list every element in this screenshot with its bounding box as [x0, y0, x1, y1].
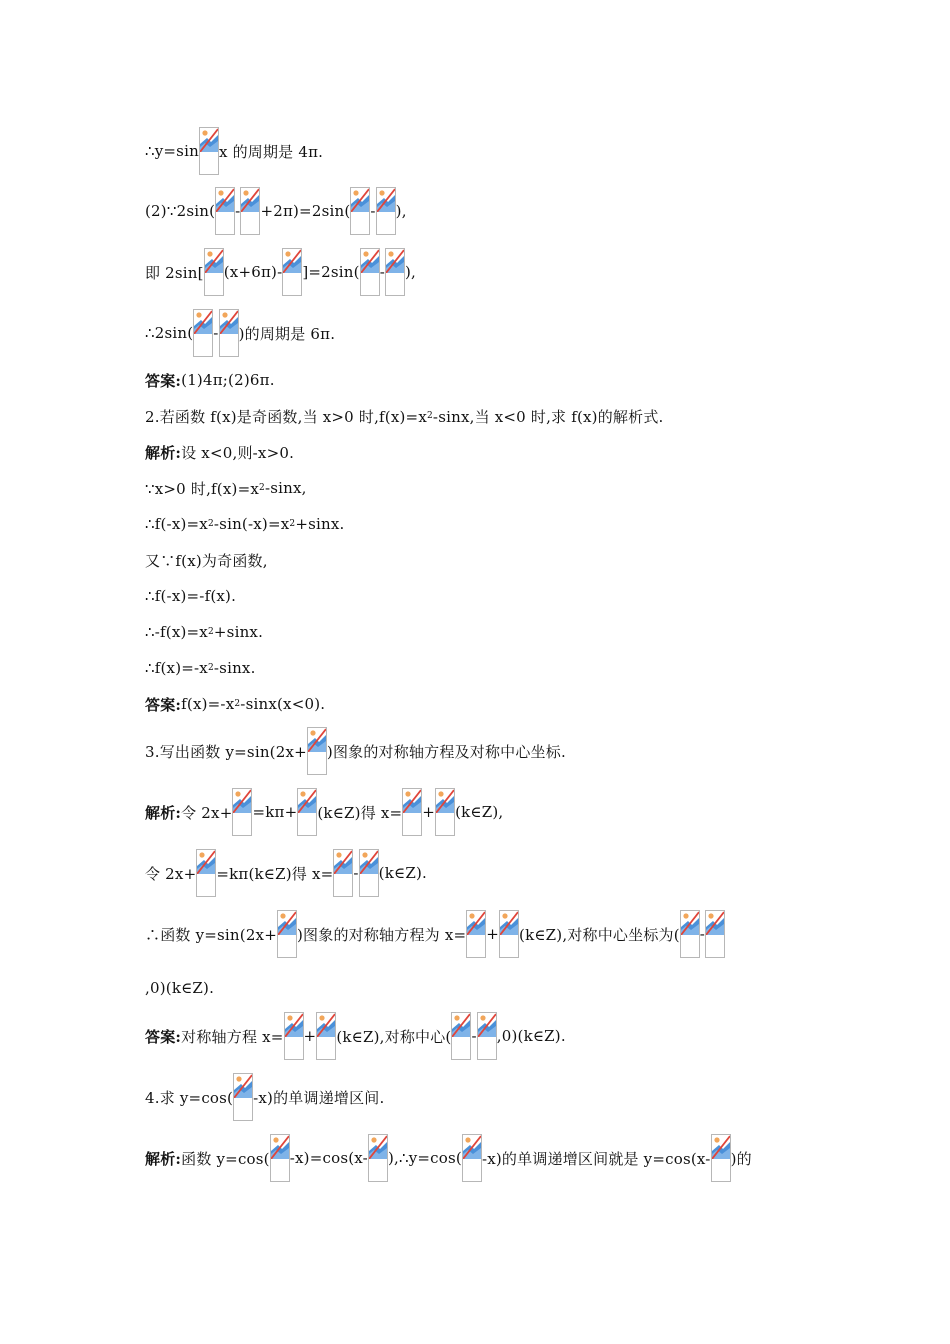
broken-image-icon — [282, 248, 302, 296]
text-run: - — [235, 202, 241, 220]
broken-image-icon — [705, 910, 725, 958]
broken-image-icon — [297, 788, 317, 836]
text-run: 即 2sin[ — [145, 263, 204, 282]
text-run: 令 2x+ — [181, 803, 233, 822]
text-run: f(x)=-x — [181, 695, 235, 713]
section-label: 答案: — [145, 1027, 182, 1046]
text-run: + — [486, 925, 500, 943]
text-run: - — [353, 864, 359, 882]
text-line — [145, 1073, 384, 1121]
text-run: 又∵f(x)为奇函数, — [145, 551, 268, 570]
text-run: (k∈Z)得 x= — [317, 803, 403, 822]
broken-image-icon — [270, 1134, 290, 1182]
text-run: ∴f(-x)=x — [145, 515, 208, 533]
text-run: )图象的对称轴方程及对称中心坐标. — [326, 742, 566, 761]
broken-image-icon — [435, 788, 455, 836]
text-run: ]=2sin( — [302, 263, 360, 281]
broken-image-icon — [359, 849, 379, 897]
superscript: 2 — [207, 627, 214, 637]
text-run: ∴f(-x)=-f(x). — [145, 587, 237, 605]
text-run: +sinx. — [213, 623, 264, 641]
text-run: ∴函数 y=sin(2x+ — [145, 925, 277, 944]
section-label: 解析: — [145, 803, 182, 822]
text-line — [145, 727, 566, 775]
section-label: 解析: — [145, 443, 182, 462]
text-run: ∴f(x)=-x — [145, 659, 208, 677]
text-run: + — [303, 1027, 317, 1045]
broken-image-icon — [376, 187, 396, 235]
text-run: -x)的单调递增区间就是 y=cos(x- — [481, 1149, 711, 1168]
text-run: x 的周期是 4π. — [218, 142, 324, 161]
broken-image-icon — [199, 127, 219, 175]
text-run: 对称轴方程 x= — [181, 1027, 284, 1046]
broken-image-icon — [232, 788, 252, 836]
text-line — [145, 248, 416, 296]
text-run: 设 x<0,则-x>0. — [181, 443, 295, 462]
text-run: 2.若函数 f(x)是奇函数,当 x>0 时,f(x)=x — [145, 407, 427, 426]
text-line — [145, 1012, 566, 1060]
broken-image-icon — [711, 1134, 731, 1182]
broken-image-icon — [277, 910, 297, 958]
broken-image-icon — [193, 309, 213, 357]
broken-image-icon — [499, 910, 519, 958]
text-run: + — [422, 803, 436, 821]
superscript: 2 — [207, 519, 214, 529]
broken-image-icon — [466, 910, 486, 958]
broken-image-icon — [333, 849, 353, 897]
text-run: ∴2sin( — [145, 324, 194, 342]
text-run: -sinx. — [213, 659, 256, 677]
section-label: 答案: — [145, 695, 182, 714]
text-run: - — [370, 202, 376, 220]
text-run: +2π)=2sin( — [260, 202, 351, 220]
text-run: -sinx(x<0). — [240, 695, 326, 713]
text-run: ), — [395, 202, 407, 220]
text-run: -sin(-x)=x — [213, 515, 290, 533]
text-run: - — [379, 263, 385, 281]
text-run: -x)的单调递增区间. — [253, 1088, 385, 1107]
text-line — [145, 910, 725, 958]
text-run: =kπ(k∈Z)得 x= — [216, 864, 334, 883]
broken-image-icon — [204, 248, 224, 296]
text-run: 令 2x+ — [145, 864, 197, 883]
text-run: ,0)(k∈Z). — [496, 1027, 566, 1045]
superscript: 2 — [426, 411, 433, 421]
text-line — [145, 309, 335, 357]
text-run: - — [699, 925, 706, 943]
text-run: (2)∵2sin( — [145, 202, 216, 220]
text-run: ∴y=sin — [145, 142, 199, 160]
text-run: (k∈Z),对称中心坐标为( — [519, 925, 680, 944]
text-run: -x)=cos(x- — [289, 1149, 368, 1167]
text-line — [145, 964, 214, 1012]
broken-image-icon — [360, 248, 380, 296]
broken-image-icon — [284, 1012, 304, 1060]
section-label: 解析: — [145, 1149, 182, 1168]
text-line — [145, 680, 325, 728]
text-run: (k∈Z), — [455, 803, 504, 821]
broken-image-icon — [477, 1012, 497, 1060]
text-line — [145, 127, 323, 175]
broken-image-icon — [462, 1134, 482, 1182]
broken-image-icon — [451, 1012, 471, 1060]
broken-image-icon — [307, 727, 327, 775]
section-label: 答案: — [145, 371, 182, 390]
superscript: 2 — [234, 699, 241, 709]
broken-image-icon — [233, 1073, 253, 1121]
broken-image-icon — [385, 248, 405, 296]
text-run: -sinx,当 x<0 时,求 f(x)的解析式. — [432, 407, 664, 426]
text-run: - — [213, 324, 219, 342]
text-run: ),∴y=cos( — [387, 1149, 462, 1167]
text-run: 3.写出函数 y=sin(2x+ — [145, 742, 307, 761]
text-run: ∴-f(x)=x — [145, 623, 208, 641]
broken-image-icon — [680, 910, 700, 958]
text-run: =kπ+ — [252, 803, 298, 821]
text-run: -sinx, — [264, 479, 307, 497]
text-line — [145, 1134, 752, 1182]
text-line — [145, 788, 503, 836]
text-run: ), — [405, 263, 417, 281]
superscript: 2 — [207, 663, 214, 673]
broken-image-icon — [240, 187, 260, 235]
superscript: 2 — [259, 483, 265, 493]
broken-image-icon — [219, 309, 239, 357]
text-run: ∵x>0 时,f(x)=x — [145, 479, 259, 498]
text-run: - — [471, 1027, 477, 1045]
text-run: (k∈Z). — [378, 864, 427, 882]
broken-image-icon — [316, 1012, 336, 1060]
text-line — [145, 849, 427, 897]
text-run: 4.求 y=cos( — [145, 1088, 234, 1107]
text-run: ,0)(k∈Z). — [145, 979, 215, 997]
broken-image-icon — [215, 187, 235, 235]
text-run: )的 — [730, 1149, 752, 1168]
text-run: (1)4π;(2)6π. — [181, 371, 275, 389]
text-run: (k∈Z),对称中心( — [336, 1027, 452, 1046]
broken-image-icon — [196, 849, 216, 897]
text-run: +sinx. — [295, 515, 345, 533]
text-run: )图象的对称轴方程为 x= — [297, 925, 467, 944]
broken-image-icon — [350, 187, 370, 235]
text-run: 函数 y=cos( — [181, 1149, 270, 1168]
text-run: (x+6π)- — [223, 263, 283, 281]
superscript: 2 — [289, 519, 296, 529]
text-run: )的周期是 6π. — [238, 324, 336, 343]
broken-image-icon — [368, 1134, 388, 1182]
broken-image-icon — [402, 788, 422, 836]
text-line — [145, 187, 407, 235]
